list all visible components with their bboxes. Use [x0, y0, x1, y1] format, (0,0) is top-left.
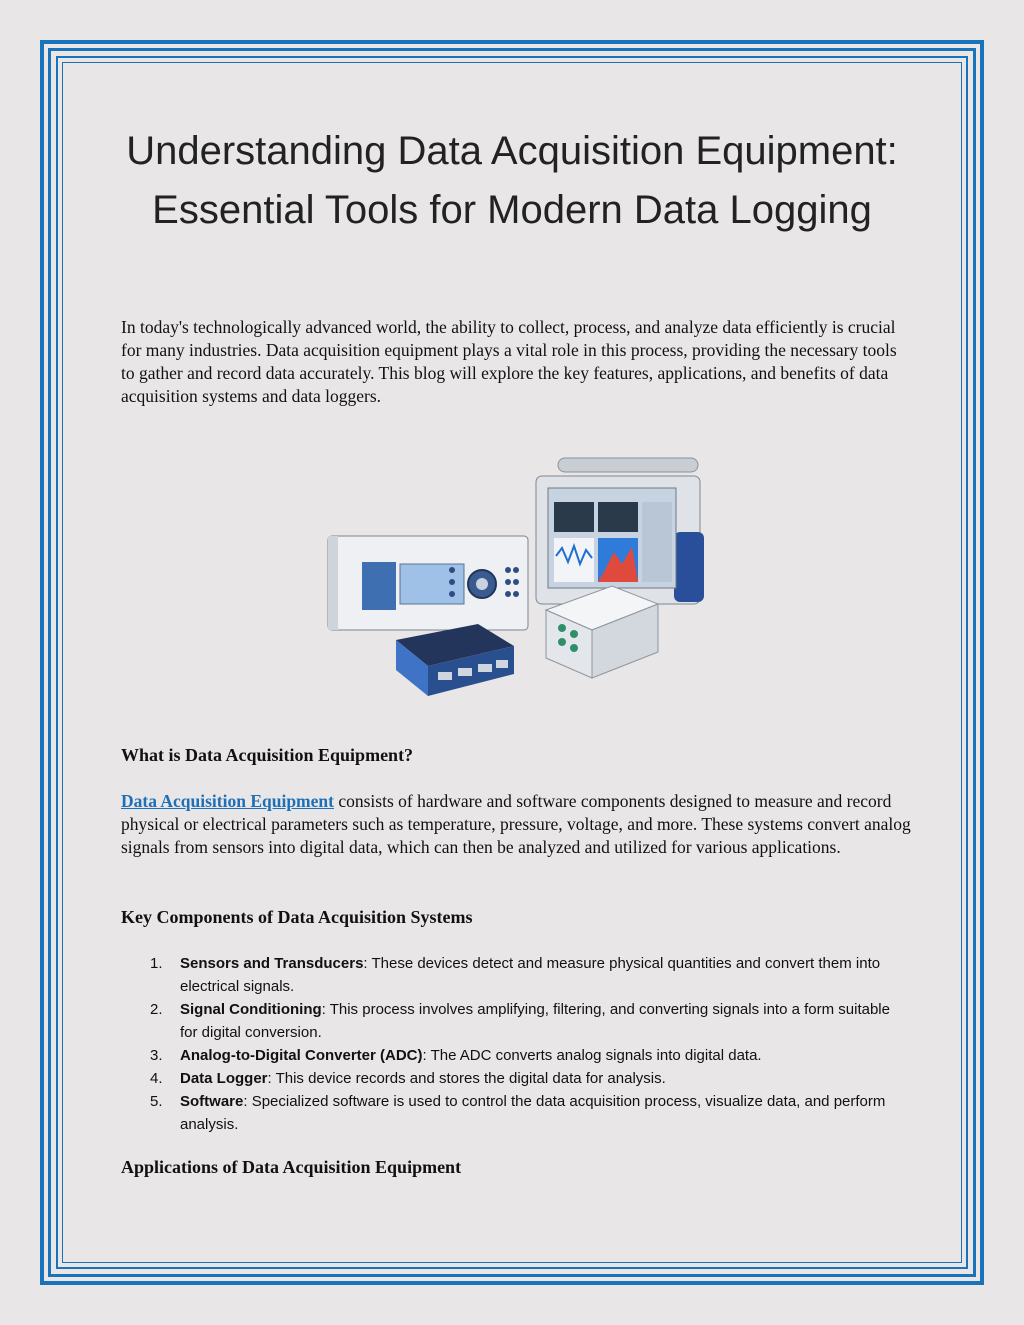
- key-components-list: [120, 952, 890, 1136]
- what-is-daq-body: consists of hardware and software components designed to measure and record physical or electrical parameters such as temperature, pressure, voltage, and more. These systems convert analog signals from sensors into digital data, which can then be analyzed and utilized for various applications.: [121, 791, 911, 857]
- heading-applications: Applications of Data Acquisition Equipment: [121, 1157, 462, 1177]
- heading-what-is-daq: What is Data Acquisition Equipment?: [121, 745, 414, 765]
- list-item: 2. Signal Conditioning: This process involves amplifying, filtering, and converting signals into a form suitable for digital conversion.: [150, 1001, 890, 1041]
- rack-instrument: [328, 536, 528, 630]
- list-item: 3. Analog-to-Digital Converter (ADC): The ADC converts analog signals into digital data.: [150, 1047, 762, 1064]
- daq-equipment-link[interactable]: Data Acquisition Equipment: [121, 791, 334, 811]
- what-is-daq-paragraph: [121, 790, 911, 859]
- heading-key-components: Key Components of Data Acquisition Systems: [121, 907, 473, 927]
- list-item: 4. Data Logger: This device records and stores the digital data for analysis.: [150, 1070, 666, 1087]
- compact-daq-module: [396, 624, 514, 696]
- portable-touchscreen-unit: [536, 458, 704, 604]
- list-item: 5. Software: Specialized software is used to control the data acquisition process, visualize data, and perform analysis.: [150, 1093, 886, 1133]
- list-item: 1. Sensors and Transducers: These devices detect and measure physical quantities and convert them into electrical signals.: [150, 955, 881, 995]
- intro-paragraph: In today's technologically advanced world, the ability to collect, process, and analyze data efficiently is crucial for many industries. Data acquisition equipment plays a vital role in this process, providing the necessary tools to gather and record data accurately. This blog will explore the key features, applications, and benefits of data acquisition systems and data loggers.: [121, 317, 897, 406]
- equipment-illustration: [322, 452, 706, 702]
- page-title: Understanding Data Acquisition Equipment: Essential Tools for Modern Data Logging: [126, 129, 898, 232]
